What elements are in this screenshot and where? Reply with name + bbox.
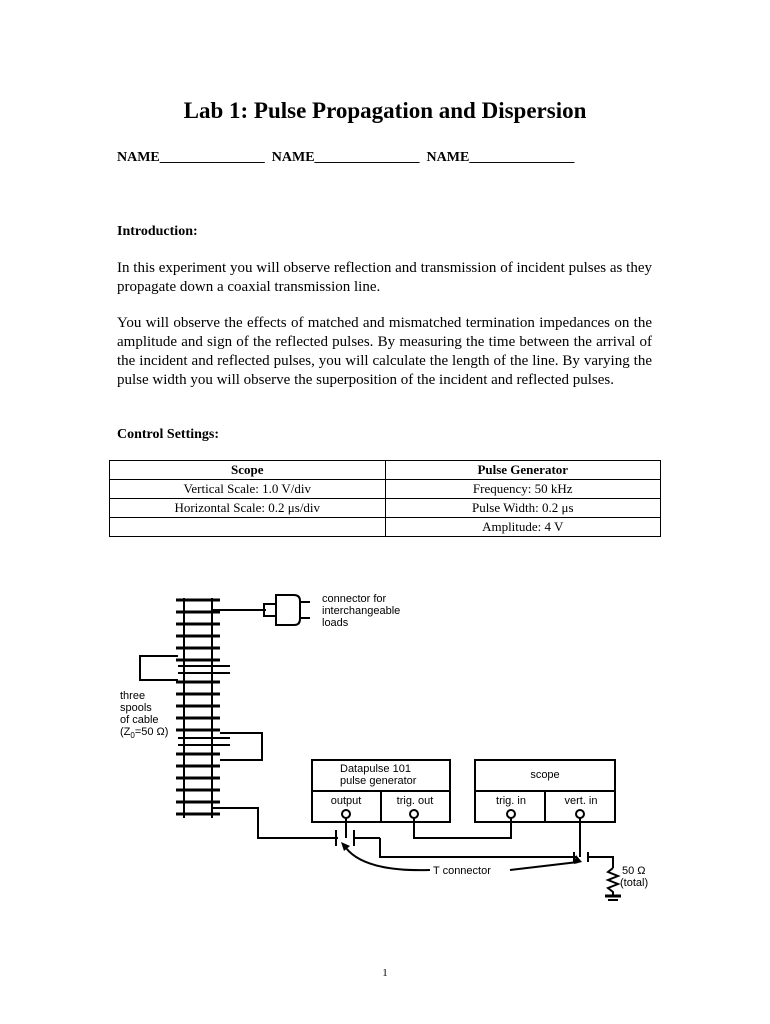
control-settings-heading: Control Settings: [117,427,220,442]
spool-flange-2 [178,738,230,745]
spools-label-line: spools [120,702,152,714]
impedance-label: ($Z_0=50$ Ω) [120,726,169,740]
t-connector-label: T connector [433,865,491,877]
vert-in-cable [380,838,576,857]
terminator-resistor [608,868,618,896]
spool-2-rungs [176,682,220,730]
connector-label-line: connector for [322,593,387,605]
table-header-row [110,461,661,480]
spools-label-line: of cable [120,714,159,726]
trig-out-port-label: trig. out [396,795,434,807]
page-title: Lab 1: Pulse Propagation and Dispersion [183,98,587,123]
scope-label: scope [530,769,560,781]
spools-label-line: three [120,690,146,702]
table-row [110,518,661,537]
trigger-cable [414,814,511,838]
spool-3-rungs [176,754,220,814]
spool-link-1 [140,656,178,680]
vert-in-port-label: vert. in [564,795,598,807]
table-cell: Pulse Width: 0.2 μs [385,499,661,518]
generator-label-line: Datapulse 101 [340,763,411,775]
table-header-pulse-generator: Pulse Generator [385,461,661,480]
connector-label-line: interchangeable [322,605,401,617]
intro-paragraph-1: In this experiment you will observe reflection and transmission of incident pulses as they propagate down a coaxial transmission line. [117,260,652,295]
table-cell [110,518,386,537]
spool-flange-1 [178,666,230,673]
output-port-icon [342,810,350,818]
circuit-diagram [0,575,770,910]
terminator-lead [588,857,613,868]
introduction-heading: Introduction: [117,224,198,239]
trig-out-port-icon [410,810,418,818]
intro-paragraph-2: You will observe the effects of matched and mismatched termination impedances on the amplitude and sign of the reflected pulses. By measuring the time between the arrival of the incident and reflected pulses, you will calculate the length of the line. By varying the pulse width you will observe the superposition of the incident and reflected pulses. [117,315,652,388]
table-cell: Amplitude: 4 V [385,518,661,537]
vert-in-port-icon [576,810,584,818]
table-header-scope: Scope [110,461,386,480]
table-row [110,480,661,499]
page-number: 1 [382,967,388,979]
load-connector-plug [276,595,300,625]
connector-label-line: loads [322,617,349,629]
table-row [110,499,661,518]
t-connector-arrow [346,848,430,870]
table-cell: Vertical Scale: 1.0 V/div [110,480,386,499]
generator-label-line: pulse generator [340,775,417,787]
output-port-label: output [330,795,362,807]
trig-in-port-icon [507,810,515,818]
table-cell: Horizontal Scale: 0.2 μs/div [110,499,386,518]
table-cell: Frequency: 50 kHz [385,480,661,499]
name-fields: NAME_______________ NAME_______________ NAME_______________ [117,150,575,165]
resistor-label-line: (total) [620,877,649,889]
control-settings-table [109,460,661,537]
resistor-label-line: 50 Ω [622,865,646,877]
trig-in-port-label: trig. in [496,795,526,807]
